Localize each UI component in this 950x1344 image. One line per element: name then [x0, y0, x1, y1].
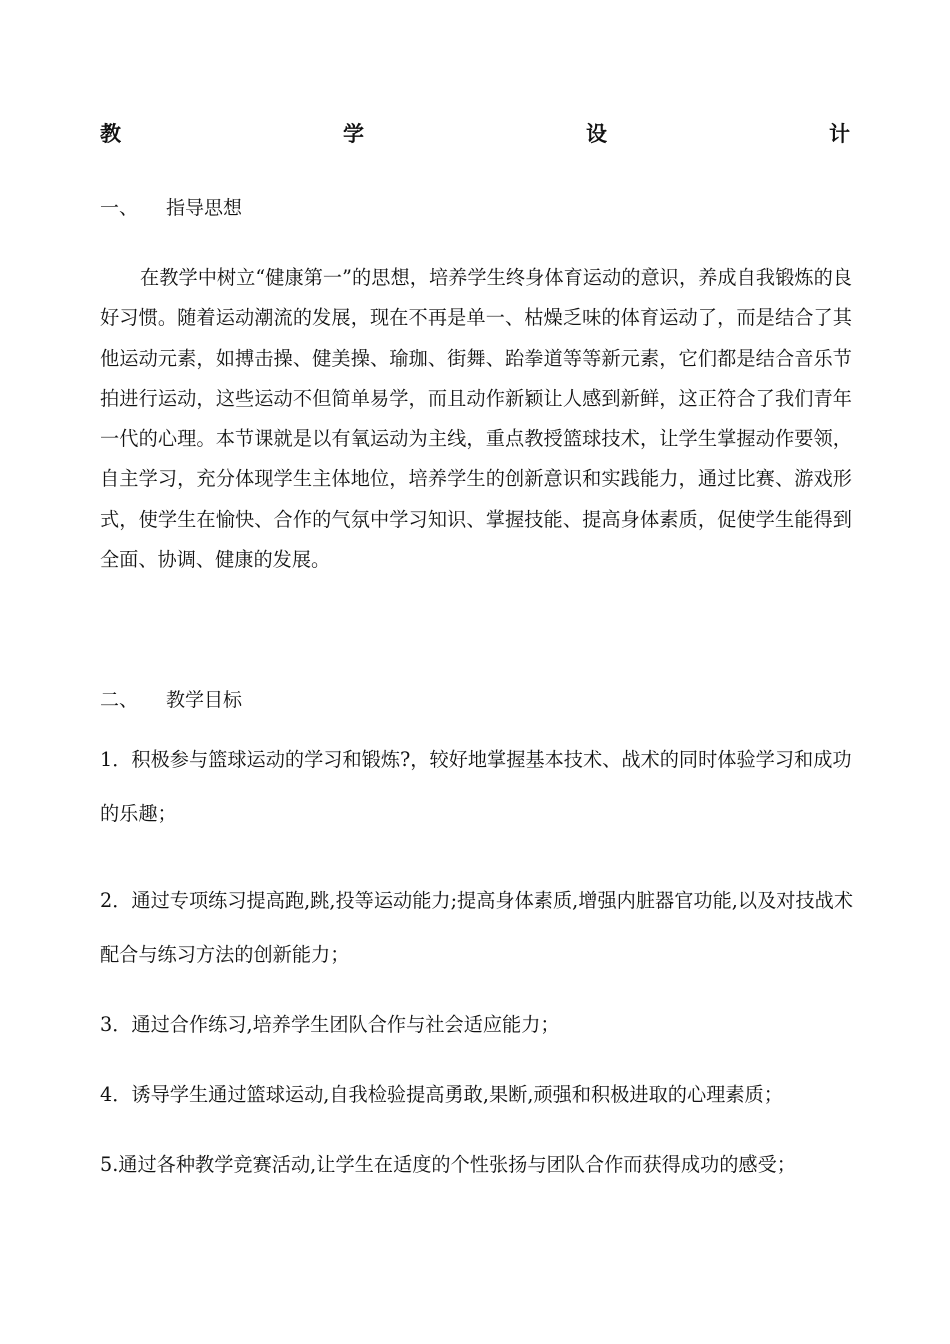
goal-item: 1．积极参与篮球运动的学习和锻炼?，较好地掌握基本技术、战术的同时体验学习和成功的乐趣； — [100, 748, 852, 825]
section-number: 一、 — [100, 197, 139, 219]
section-number: 二、 — [100, 689, 139, 711]
goal-item: 5.通过各种教学竞赛活动,让学生在适度的个性张扬与团队合作而获得成功的感受； — [100, 1153, 796, 1176]
goal-item: 4．诱导学生通过篮球运动,自我检验提高勇敢,果断,顽强和积极进取的心理素质； — [100, 1083, 783, 1106]
goal-item: 3．通过合作练习,培养学生团队合作与社会适应能力； — [100, 1013, 560, 1036]
title-char: 教 — [100, 121, 121, 146]
section-title: 教学目标 — [166, 689, 243, 711]
goal-item: 2．通过专项练习提高跑,跳,投等运动能力;提高身体素质,增强内脏器官功能,以及对技战术配合与练习方法的创新能力； — [100, 889, 854, 966]
section-title: 指导思想 — [166, 197, 243, 219]
title-char: 设 — [586, 121, 607, 146]
document-title — [100, 118, 850, 150]
title-char: 学 — [343, 121, 364, 146]
section-heading-teaching-goals — [100, 686, 242, 714]
section-heading-guiding-thought — [100, 194, 242, 222]
guiding-thought-paragraph: 在教学中树立“健康第一”的思想，培养学生终身体育运动的意识，养成自我锻炼的良好习惯。随着运动潮流的发展，现在不再是单一、枯燥乏味的体育运动了，而是结合了其他运动元素，如搏击操、健美操、瑜珈、街舞、跆拳道等等新元素，它们都是结合音乐节拍进行运动，这些运动不但简单易学，而且动作新颖让人感到新鲜，这正符合了我们青年一代的心理。本节课就是以有氧运动为主线，重点教授篮球技术，让学生掌握动作要领，自主学习，充分体现学生主体地位，培养学生的创新意识和实践能力，通过比赛、游戏形式，使学生在愉快、合作的气氛中学习知识、掌握技能、提高身体素质，促使学生能得到全面、协调、健康的发展。 — [100, 266, 852, 572]
title-char: 计 — [829, 121, 850, 146]
